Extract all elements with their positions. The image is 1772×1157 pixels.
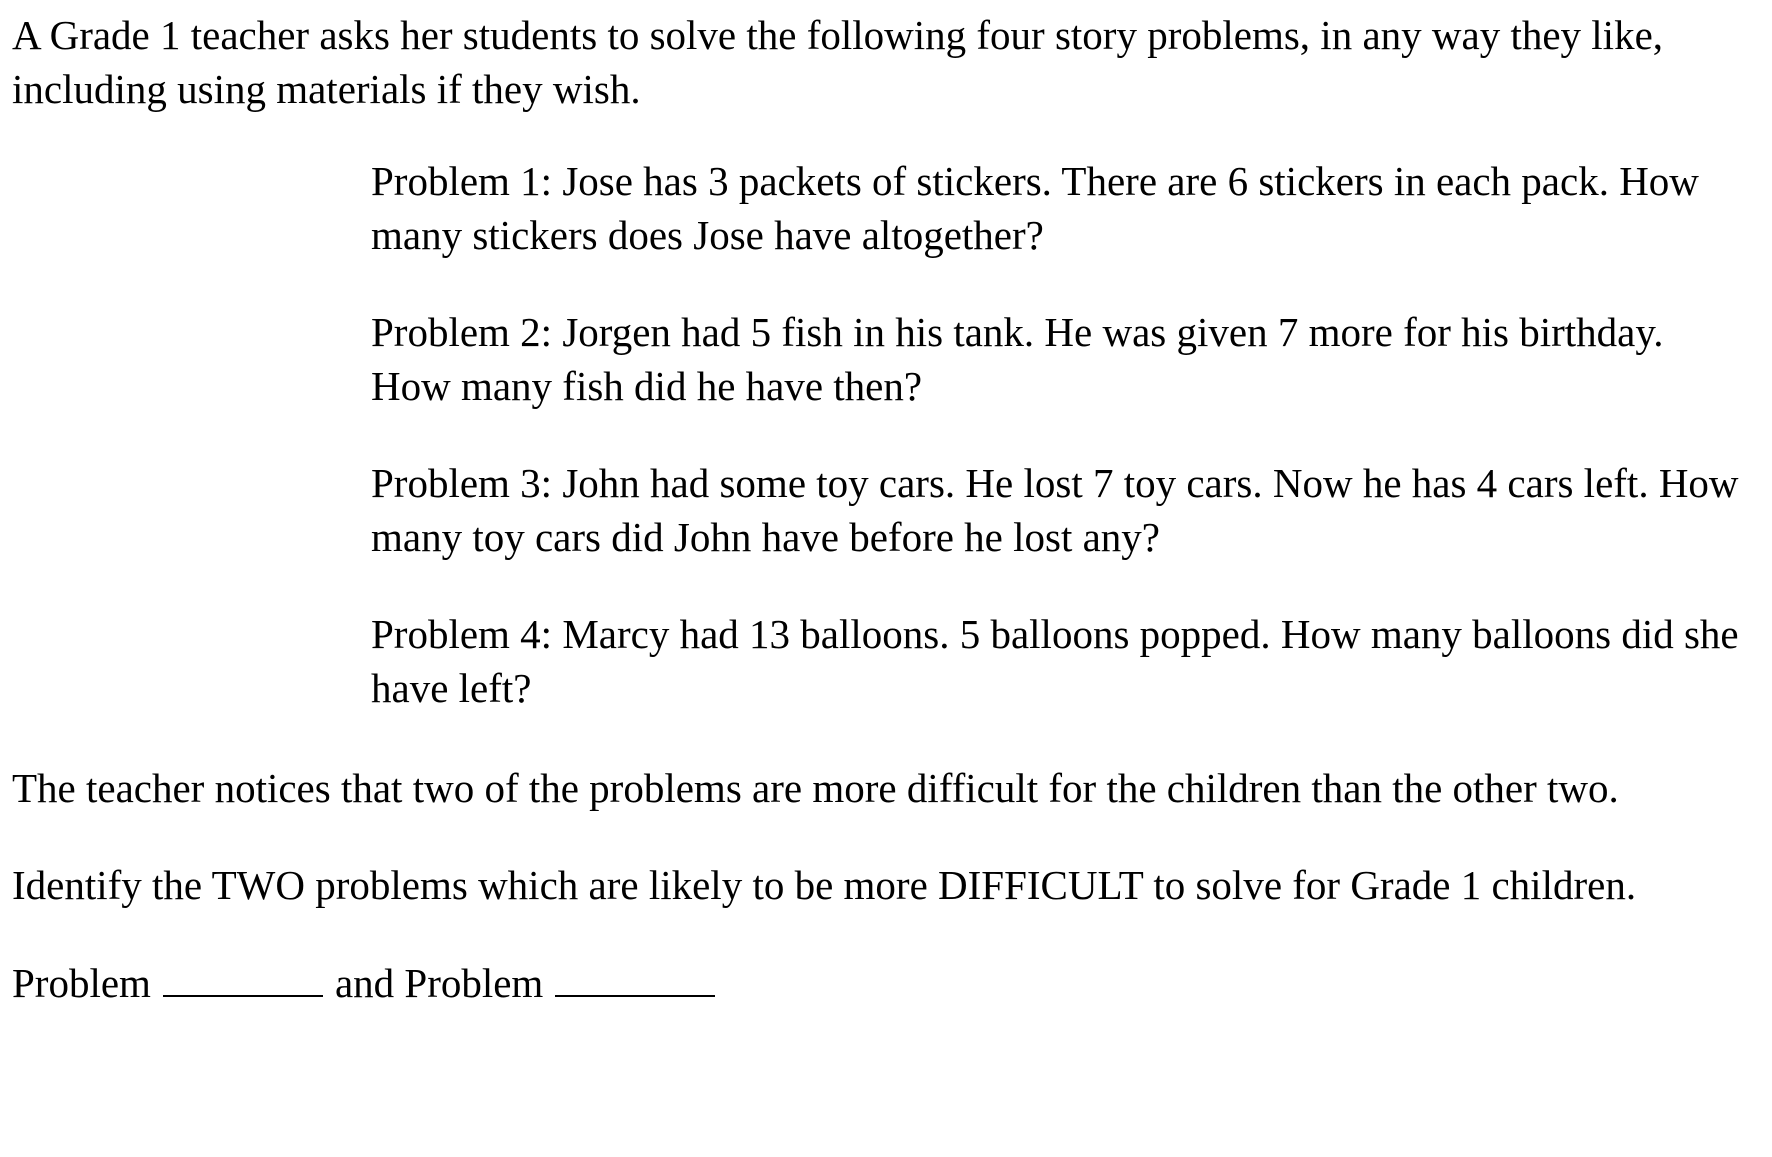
notice-paragraph: The teacher notices that two of the problems are more difficult for the children than the other two.	[12, 765, 1619, 811]
identify-question: Identify the TWO problems which are likely to be more DIFFICULT to solve for Grade 1 children.	[12, 862, 1637, 908]
problem-3: Problem 3: John had some toy cars. He lost 7 toy cars. Now he has 4 cars left. How many toy cars did John have before he lost any?	[371, 460, 1739, 560]
problem-list	[371, 154, 1751, 715]
answer-blank-second[interactable]	[555, 955, 715, 997]
intro-paragraph: A Grade 1 teacher asks her students to solve the following four story problems, in any way they like, including using materials if they wish.	[12, 12, 1664, 112]
answer-label-second: and Problem	[334, 960, 544, 1006]
problem-1: Problem 1: Jose has 3 packets of stickers. There are 6 stickers in each pack. How many stickers does Jose have altogether?	[371, 158, 1699, 258]
answer-label-first: Problem	[12, 960, 151, 1006]
document-page	[12, 8, 1762, 1010]
answer-blank-first[interactable]	[163, 955, 323, 997]
answer-line	[12, 955, 1762, 1010]
problem-4: Problem 4: Marcy had 13 balloons. 5 balloons popped. How many balloons did she have left?	[371, 611, 1739, 711]
problem-2: Problem 2: Jorgen had 5 fish in his tank. He was given 7 more for his birthday. How many fish did he have then?	[371, 309, 1664, 409]
